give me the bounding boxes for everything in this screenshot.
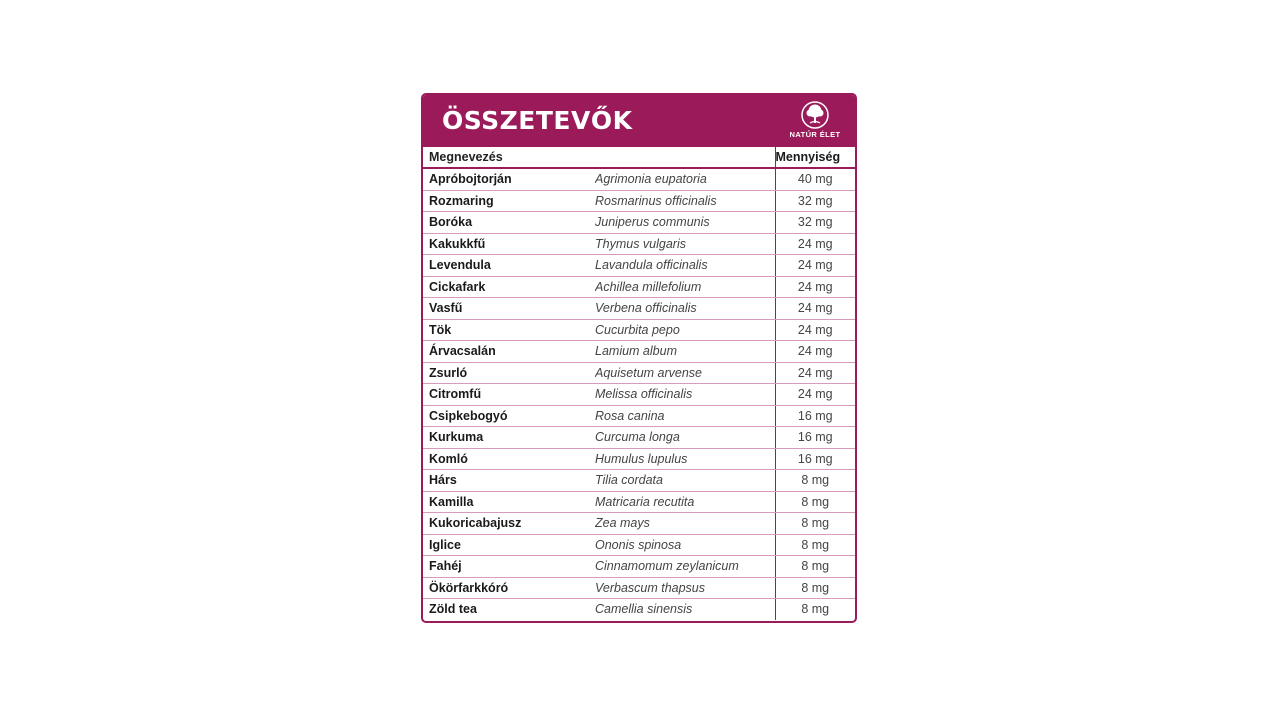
- ingredient-latin-name: Verbena officinalis: [595, 298, 775, 320]
- ingredient-quantity: 32 mg: [775, 212, 855, 234]
- ingredient-name: Boróka: [423, 212, 595, 234]
- brand-logo-text: NATÚR ÉLET: [789, 130, 841, 139]
- ingredient-name: Zsurló: [423, 362, 595, 384]
- table-row: [423, 470, 855, 492]
- ingredient-name: Kurkuma: [423, 427, 595, 449]
- ingredient-name: Levendula: [423, 255, 595, 277]
- table-row: [423, 427, 855, 449]
- ingredient-quantity: 8 mg: [775, 577, 855, 599]
- ingredient-name: Kakukkfű: [423, 233, 595, 255]
- table-row: [423, 319, 855, 341]
- ingredient-latin-name: Curcuma longa: [595, 427, 775, 449]
- ingredient-name: Citromfű: [423, 384, 595, 406]
- table-row: [423, 362, 855, 384]
- table-row: [423, 577, 855, 599]
- ingredient-quantity: 8 mg: [775, 513, 855, 535]
- table-row: [423, 491, 855, 513]
- ingredient-name: Zöld tea: [429, 602, 477, 617]
- ingredient-latin-name: Cinnamomum zeylanicum: [595, 556, 775, 578]
- ingredient-quantity: 24 mg: [775, 276, 855, 298]
- table-body: [423, 168, 855, 620]
- ingredient-name: Kamilla: [423, 491, 595, 513]
- ingredient-name: Iglice: [423, 534, 595, 556]
- ingredient-latin-name: Humulus lupulus: [595, 448, 775, 470]
- ingredient-quantity: 24 mg: [775, 384, 855, 406]
- ingredient-quantity: 24 mg: [775, 319, 855, 341]
- ingredient-name: Hárs: [423, 470, 595, 492]
- ingredient-name: Vasfű: [423, 298, 595, 320]
- ingredient-quantity: 24 mg: [775, 255, 855, 277]
- ingredient-name: Apróbojtorján: [423, 168, 595, 190]
- table-row: [423, 233, 855, 255]
- table-row: [423, 298, 855, 320]
- ingredient-quantity: 24 mg: [775, 362, 855, 384]
- ingredient-quantity: 16 mg: [775, 427, 855, 449]
- page-title: ÖSSZETEVŐK: [442, 106, 633, 135]
- table-row: [423, 384, 855, 406]
- ingredient-quantity: 32 mg: [775, 190, 855, 212]
- ingredient-name: Ökörfarkkóró: [423, 577, 595, 599]
- table-row: [423, 341, 855, 363]
- table-row: [423, 276, 855, 298]
- ingredient-name: Cickafark: [423, 276, 595, 298]
- ingredient-latin-name: Melissa officinalis: [595, 384, 775, 406]
- ingredient-quantity: 24 mg: [775, 298, 855, 320]
- table-row: [423, 405, 855, 427]
- ingredient-latin-name: Camellia sinensis: [595, 602, 693, 617]
- ingredient-quantity: 16 mg: [775, 448, 855, 470]
- ingredient-latin-name: Ononis spinosa: [595, 534, 775, 556]
- ingredient-latin-name: Agrimonia eupatoria: [595, 168, 775, 190]
- ingredient-quantity: 8 mg: [775, 491, 855, 513]
- column-header-name: Megnevezés: [423, 147, 775, 168]
- ingredient-name: Csipkebogyó: [423, 405, 595, 427]
- ingredient-latin-name: Lavandula officinalis: [595, 255, 775, 277]
- table-row: [423, 599, 855, 620]
- table-row: [423, 168, 855, 190]
- tree-icon: [800, 101, 830, 129]
- ingredient-name: Kukoricabajusz: [423, 513, 595, 535]
- ingredient-name: Fahéj: [423, 556, 595, 578]
- ingredient-latin-name: Cucurbita pepo: [595, 319, 775, 341]
- ingredient-quantity: 8 mg: [775, 556, 855, 578]
- column-header-quantity: Mennyiség: [775, 147, 855, 168]
- card-header: [423, 95, 855, 147]
- ingredient-latin-name: Zea mays: [595, 513, 775, 535]
- ingredient-latin-name: Rosmarinus officinalis: [595, 190, 775, 212]
- table-row: [423, 190, 855, 212]
- ingredient-latin-name: Tilia cordata: [595, 470, 775, 492]
- ingredient-quantity: 24 mg: [775, 341, 855, 363]
- ingredient-latin-name: Thymus vulgaris: [595, 233, 775, 255]
- ingredient-name: Árvacsalán: [423, 341, 595, 363]
- table-row: [423, 556, 855, 578]
- ingredient-quantity: 40 mg: [775, 168, 855, 190]
- ingredient-latin-name: Rosa canina: [595, 405, 775, 427]
- ingredient-latin-name: Juniperus communis: [595, 212, 775, 234]
- table-row: [423, 534, 855, 556]
- ingredient-latin-name: Verbascum thapsus: [595, 577, 775, 599]
- ingredient-latin-name: Matricaria recutita: [595, 491, 775, 513]
- table-row: [423, 513, 855, 535]
- ingredient-quantity: 8 mg: [775, 599, 855, 620]
- ingredients-table: [423, 147, 855, 620]
- ingredient-name: Rozmaring: [423, 190, 595, 212]
- ingredient-latin-name: Aquisetum arvense: [595, 362, 775, 384]
- ingredient-name: Tök: [423, 319, 595, 341]
- ingredients-card: [421, 93, 857, 623]
- ingredient-quantity: 16 mg: [775, 405, 855, 427]
- table-row: [423, 448, 855, 470]
- ingredient-latin-name: Achillea millefolium: [595, 276, 775, 298]
- brand-logo: [783, 101, 847, 139]
- table-row: [423, 255, 855, 277]
- ingredient-latin-name: Lamium album: [595, 341, 775, 363]
- ingredient-name: Komló: [423, 448, 595, 470]
- table-row: [423, 212, 855, 234]
- table-header-row: [423, 147, 855, 168]
- ingredient-quantity: 24 mg: [775, 233, 855, 255]
- ingredient-quantity: 8 mg: [775, 470, 855, 492]
- ingredient-quantity: 8 mg: [775, 534, 855, 556]
